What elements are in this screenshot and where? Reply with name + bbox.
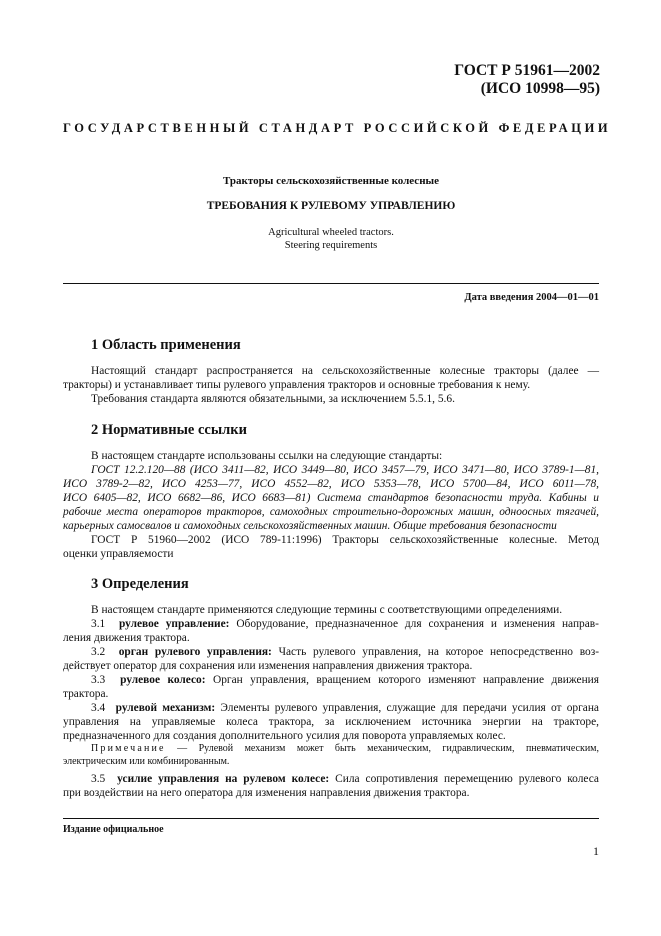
english-title-line-1: Agricultural wheeled tractors. bbox=[268, 227, 394, 238]
section-1-heading: 1 Область применения bbox=[91, 337, 241, 353]
title-divider bbox=[63, 283, 599, 284]
section-1-paragraph-line: тракторы) и устанавливает типы рулевого управления тракторов и основные требования к нему. bbox=[63, 379, 531, 391]
section-2-intro: В настоящем стандарте использованы ссылки на следующие стандарты: bbox=[91, 450, 443, 462]
reference-line: оценки управляемости bbox=[63, 548, 174, 560]
note-label: Примечание bbox=[91, 743, 166, 754]
definition-number: 3.1 bbox=[91, 618, 106, 630]
reference-line: ГОСТ Р 51960—2002 (ИСО 789-11:1996) Тракторы сельскохозяйственные колесные. Метод bbox=[91, 534, 599, 546]
definition-term: усилие управления на рулевом колесе: bbox=[117, 773, 330, 785]
definition-number: 3.2 bbox=[91, 646, 106, 658]
definition-term: рулевое колесо: bbox=[120, 674, 206, 686]
definition-3-2-line-1 bbox=[91, 646, 599, 658]
definition-3-5-line-1 bbox=[91, 773, 599, 785]
section-3-intro: В настоящем стандарте применяются следующие термины с соответствующими определениями. bbox=[91, 604, 563, 616]
definition-3-3-line-2: трактора. bbox=[63, 688, 109, 700]
standard-banner: ГОСУДАРСТВЕННЫЙ СТАНДАРТ РОССИЙСКОЙ ФЕДЕРАЦИИ bbox=[63, 121, 612, 135]
definition-text: Часть рулевого управления, на которое непосредственно воз- bbox=[278, 646, 600, 658]
reference-line: ИСО 6405—82, ИСО 6682—86, ИСО 6683—81) Система стандартов безопасности труда. Кабины и bbox=[63, 492, 599, 504]
reference-line: ГОСТ 12.2.120—88 (ИСО 3411—82, ИСО 3449—80, ИСО 3457—79, ИСО 3471—80, ИСО 3789-1—81, bbox=[91, 464, 599, 476]
definition-term: рулевое управление: bbox=[119, 618, 230, 630]
note-text: — Рулевой механизм может быть механическим, гидравлическим, пневматическим, bbox=[165, 743, 599, 754]
definition-number: 3.3 bbox=[91, 674, 106, 686]
footer-divider bbox=[63, 818, 599, 819]
document-title: Тракторы сельскохозяйственные колесные bbox=[223, 175, 439, 187]
definition-3-1-line-2: ления движения трактора. bbox=[63, 632, 190, 644]
edition-label: Издание официальное bbox=[63, 824, 164, 835]
document-subtitle: ТРЕБОВАНИЯ К РУЛЕВОМУ УПРАВЛЕНИЮ bbox=[206, 200, 456, 212]
document-id: ГОСТ Р 51961—2002 bbox=[454, 62, 600, 79]
english-title-line-2: Steering requirements bbox=[284, 240, 378, 251]
definition-number: 3.4 bbox=[91, 702, 106, 714]
definition-text: Оборудование, предназначенное для сохранения и изменения направ- bbox=[236, 618, 599, 630]
note-line-1 bbox=[91, 743, 599, 754]
section-1-paragraph-line: Настоящий стандарт распространяется на сельскохозяйственные колесные тракторы (далее — bbox=[91, 365, 599, 377]
definition-number: 3.5 bbox=[91, 773, 106, 785]
definition-3-2-line-2: действует оператор для сохранения или изменения направления движения трактора. bbox=[63, 660, 473, 672]
section-3-heading: 3 Определения bbox=[91, 576, 189, 592]
introduction-date: Дата введения 2004—01—01 bbox=[464, 292, 599, 303]
definition-3-3-line-1 bbox=[91, 674, 599, 686]
definition-text: Сила сопротивления перемещению рулевого колеса bbox=[335, 773, 599, 785]
definition-text: Элементы рулевого управления, служащие для передачи усилия от органа bbox=[220, 702, 599, 714]
definition-3-1-line-1 bbox=[91, 618, 599, 630]
section-2-heading: 2 Нормативные ссылки bbox=[91, 422, 247, 438]
definition-3-4-line-1 bbox=[91, 702, 599, 714]
section-1-paragraph-2: Требования стандарта являются обязательными, за исключением 5.5.1, 5.6. bbox=[91, 393, 455, 405]
reference-line: рабочие места операторов тракторов, самоходных строительно-дорожных машин, одноосных тягачей, bbox=[63, 506, 599, 518]
definition-term: рулевой механизм: bbox=[115, 702, 216, 714]
reference-line: карьерных самосвалов и самоходных сельскохозяйственных машин. Общие требования безопасности bbox=[63, 520, 557, 532]
note-line-2: электрическим или комбинированным. bbox=[63, 756, 230, 767]
definition-3-4-line-2: управления на управляемые колеса трактора, за исключением источника энергии на тракторе, bbox=[63, 716, 599, 728]
definition-3-4-line-3: предназначенного для создания дополнительного усилия для поворота управляемых колес. bbox=[63, 730, 506, 742]
page-number: 1 bbox=[593, 844, 599, 858]
reference-line: ИСО 3789-2—82, ИСО 4253—77, ИСО 4552—82, ИСО 5353—78, ИСО 5700—84, ИСО 6011—78, bbox=[63, 478, 599, 490]
definition-3-5-line-2: при воздействии на него оператора для изменения направления движения трактора. bbox=[63, 787, 470, 799]
definition-text: Орган управления, вращением которого изменяют направление движения bbox=[213, 674, 599, 686]
iso-id: (ИСО 10998—95) bbox=[480, 80, 600, 97]
definition-term: орган рулевого управления: bbox=[118, 646, 272, 658]
